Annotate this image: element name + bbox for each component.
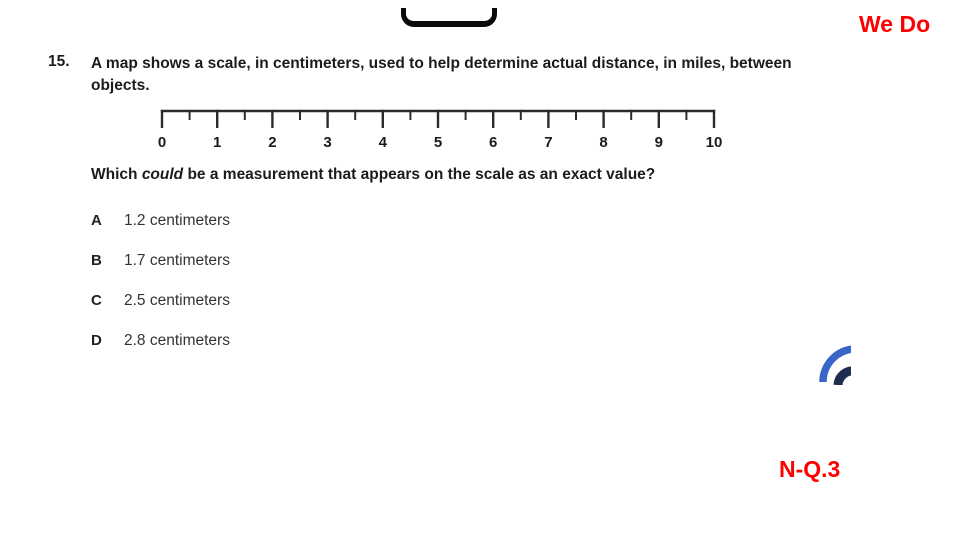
clipped-circle-arrow-logo-icon — [814, 338, 851, 385]
answer-option-b — [91, 252, 491, 292]
question-text-line2: objects. — [91, 77, 150, 94]
question-number: 15. — [48, 53, 70, 70]
prompt-prefix: Which — [91, 166, 142, 183]
answer-option-d — [91, 332, 491, 372]
answer-options — [91, 212, 491, 372]
scale-ruler-diagram — [158, 104, 722, 154]
question-prompt — [91, 166, 811, 184]
question-text — [91, 53, 851, 97]
prompt-suffix: be a measurement that appears on the scale as an exact value? — [183, 166, 656, 183]
logo-arc-svg — [814, 338, 851, 385]
answer-option-c — [91, 292, 491, 332]
prompt-emphasis: could — [141, 166, 184, 183]
option-text: 2.8 centimeters — [124, 332, 230, 349]
ruler-tick-label: 0 — [158, 134, 167, 151]
we-do-label: We Do — [859, 11, 931, 37]
ruler-svg — [158, 104, 722, 154]
ruler-tick-label: 4 — [378, 134, 387, 151]
ruler-tick-label: 8 — [599, 134, 608, 151]
standard-code-label: N-Q.3 — [779, 456, 841, 482]
top-tab-bracket-shape — [401, 8, 497, 27]
ruler-tick-label: 1 — [213, 134, 222, 151]
ruler-tick-label: 3 — [323, 134, 332, 151]
ruler-tick-label: 9 — [654, 134, 663, 151]
ruler-tick-label: 5 — [433, 134, 443, 151]
option-text: 2.5 centimeters — [124, 292, 230, 309]
question-text-line1: A map shows a scale, in centimeters, used to help determine actual distance, in miles, between — [91, 55, 792, 72]
ruler-tick-label: 10 — [705, 134, 722, 151]
ruler-tick-label: 2 — [268, 134, 277, 151]
answer-option-a — [91, 212, 491, 252]
option-letter: A — [91, 212, 102, 229]
option-letter: B — [91, 252, 102, 269]
option-text: 1.7 centimeters — [124, 252, 230, 269]
option-text: 1.2 centimeters — [124, 212, 230, 229]
ruler-tick-label: 6 — [489, 134, 498, 151]
ruler-tick-label: 7 — [544, 134, 553, 151]
option-letter: C — [91, 292, 102, 309]
option-letter: D — [91, 332, 102, 349]
